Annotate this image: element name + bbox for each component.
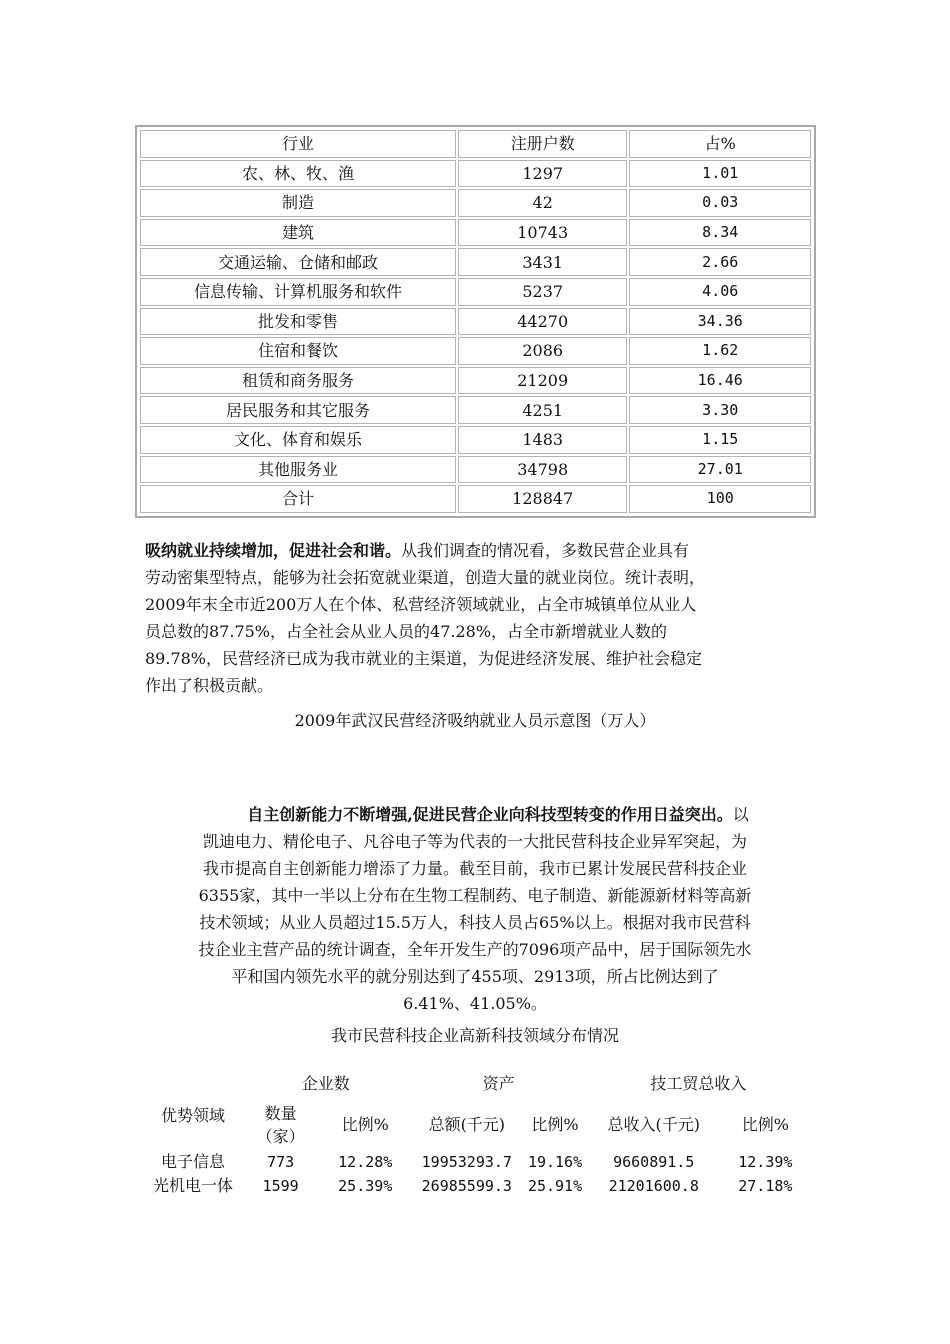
- paragraph-line: 技企业主营产品的统计调查，全年开发生产的7096项产品中，居于国际领先水: [198, 940, 752, 959]
- cell-domain: 光机电一体: [153, 1176, 234, 1195]
- paragraph-line: 平和国内领先水平的就分别达到了455项、2913项，所占比例达到了: [231, 967, 719, 986]
- table-row: [140, 248, 811, 276]
- header-registered-count: 注册户数: [458, 130, 628, 158]
- cell-count: 3431: [458, 248, 628, 276]
- cell-quantity: 773: [267, 1153, 295, 1171]
- table-row: [140, 308, 811, 336]
- table-row: [140, 278, 811, 306]
- cell-industry: 批发和零售: [140, 308, 456, 336]
- paragraph-line: 6.41%、41.05%。: [403, 994, 547, 1013]
- paragraph-line: 劳动密集型特点，能够为社会拓宽就业渠道，创造大量的就业岗位。统计表明，: [145, 568, 706, 587]
- table-header-row: [140, 130, 811, 158]
- table-total-row: [140, 485, 811, 513]
- cell-industry: 合计: [140, 485, 456, 513]
- paragraph-line: 作出了积极贡献。: [145, 676, 274, 695]
- cell-ratio: 25.39%: [338, 1177, 393, 1195]
- cell-count: 44270: [458, 308, 628, 336]
- cell-industry: 其他服务业: [140, 456, 456, 484]
- cell-total-assets: 19953293.7: [421, 1153, 512, 1171]
- cell-ratio: 12.28%: [338, 1153, 393, 1171]
- cell-count: 1297: [458, 160, 628, 188]
- cell-percent: 1.15: [629, 426, 811, 454]
- cell-total-revenue: 21201600.8: [608, 1177, 699, 1195]
- cell-ratio: 19.16%: [527, 1153, 583, 1171]
- cell-count: 21209: [458, 367, 628, 395]
- cell-percent: 1.01: [629, 160, 811, 188]
- table-row: [140, 337, 811, 365]
- cell-percent: 2.66: [629, 248, 811, 276]
- cell-count: 5237: [458, 278, 628, 306]
- header-group-assets: 资产: [482, 1074, 515, 1093]
- table-subheader-row: [145, 1100, 810, 1150]
- table-row: [140, 367, 811, 395]
- header-group-revenue: 技工贸总收入: [650, 1074, 747, 1093]
- subheader-ratio: 比例%: [741, 1115, 789, 1134]
- cell-ratio: 25.91%: [527, 1177, 583, 1195]
- cell-count: 10743: [458, 219, 628, 247]
- cell-percent: 34.36: [629, 308, 811, 336]
- cell-count: 4251: [458, 396, 628, 424]
- paragraph-line: 6355家，其中一半以上分布在生物工程制药、电子制造、新能源新材料等高新: [198, 886, 752, 905]
- paragraph-line: 员总数的87.75%，占全社会从业人员的47.28%，占全市新增就业人数的: [145, 622, 668, 641]
- cell-industry: 文化、体育和娱乐: [140, 426, 456, 454]
- industry-registration-table: [135, 125, 816, 518]
- cell-percent: 3.30: [629, 396, 811, 424]
- table-group-header-row: [145, 1068, 810, 1100]
- cell-industry: 住宿和餐饮: [140, 337, 456, 365]
- table-row: [140, 456, 811, 484]
- cell-domain: 电子信息: [161, 1152, 226, 1171]
- cell-industry: 信息传输、计算机服务和软件: [140, 278, 456, 306]
- subheader-total-revenue: 总收入(千元): [607, 1115, 700, 1134]
- cell-count: 2086: [458, 337, 628, 365]
- table-row: [140, 219, 811, 247]
- cell-percent: 8.34: [629, 219, 811, 247]
- employment-paragraph: [145, 537, 805, 699]
- cell-count: 128847: [458, 485, 628, 513]
- paragraph-line: 2009年末全市近200万人在个体、私营经济领域就业，占全市城镇单位从业人: [145, 595, 697, 614]
- paragraph-line: 从我们调查的情况看，多数民营企业具有: [401, 541, 690, 560]
- cell-count: 42: [458, 189, 628, 217]
- subheader-total-assets: 总额(千元): [428, 1115, 506, 1134]
- paragraph-line: 89.78%，民营经济已成为我市就业的主渠道，为促进经济发展、维护社会稳定: [145, 649, 703, 668]
- cell-percent: 0.03: [629, 189, 811, 217]
- cell-industry: 居民服务和其它服务: [140, 396, 456, 424]
- paragraph-line: 我市提高自主创新能力增添了力量。截至目前，我市已累计发展民营科技企业: [202, 859, 747, 878]
- cell-percent: 100: [629, 485, 811, 513]
- subheader-quantity: 数量（家）: [256, 1104, 305, 1146]
- cell-count: 1483: [458, 426, 628, 454]
- cell-industry: 建筑: [140, 219, 456, 247]
- header-percent: 占%: [629, 130, 811, 158]
- cell-ratio: 12.39%: [738, 1153, 793, 1171]
- cell-count: 34798: [458, 456, 628, 484]
- cell-quantity: 1599: [262, 1177, 299, 1195]
- subheader-ratio: 比例%: [341, 1115, 389, 1134]
- figure-caption: 2009年武汉民营经济吸纳就业人员示意图（万人）: [294, 711, 656, 730]
- table-row: [140, 160, 811, 188]
- cell-percent: 4.06: [629, 278, 811, 306]
- innovation-paragraph: [145, 801, 805, 1017]
- tech-domain-table: [145, 1068, 810, 1198]
- paragraph-lead: 自主创新能力不断增强,促进民营企业向科技型转变的作用日益突出。: [247, 805, 733, 824]
- paragraph-lead: 吸纳就业持续增加，促进社会和谐。: [145, 541, 402, 560]
- table-caption: 我市民营科技企业高新科技领域分布情况: [330, 1026, 619, 1045]
- header-group-enterprises: 企业数: [301, 1074, 350, 1093]
- table-row: [145, 1174, 810, 1198]
- paragraph-line: 技术领域；从业人员超过15.5万人，科技人员占65%以上。根据对我市民营科: [199, 913, 751, 932]
- table-row: [140, 426, 811, 454]
- paragraph-line: 凯迪电力、精伦电子、凡谷电子等为代表的一大批民营科技企业异军突起，为: [202, 832, 747, 851]
- cell-percent: 1.62: [629, 337, 811, 365]
- cell-industry: 制造: [140, 189, 456, 217]
- cell-total-revenue: 9660891.5: [613, 1153, 695, 1171]
- header-domain: 优势领域: [161, 1106, 226, 1125]
- table-row: [145, 1150, 810, 1174]
- table-row: [140, 189, 811, 217]
- subheader-ratio: 比例%: [531, 1115, 579, 1134]
- cell-percent: 16.46: [629, 367, 811, 395]
- cell-ratio: 27.18%: [738, 1177, 793, 1195]
- table-row: [140, 396, 811, 424]
- cell-industry: 租赁和商务服务: [140, 367, 456, 395]
- cell-industry: 农、林、牧、渔: [140, 160, 456, 188]
- paragraph-line: 以: [732, 805, 749, 824]
- header-industry: 行业: [140, 130, 456, 158]
- cell-percent: 27.01: [629, 456, 811, 484]
- cell-total-assets: 26985599.3: [421, 1177, 512, 1195]
- cell-industry: 交通运输、仓储和邮政: [140, 248, 456, 276]
